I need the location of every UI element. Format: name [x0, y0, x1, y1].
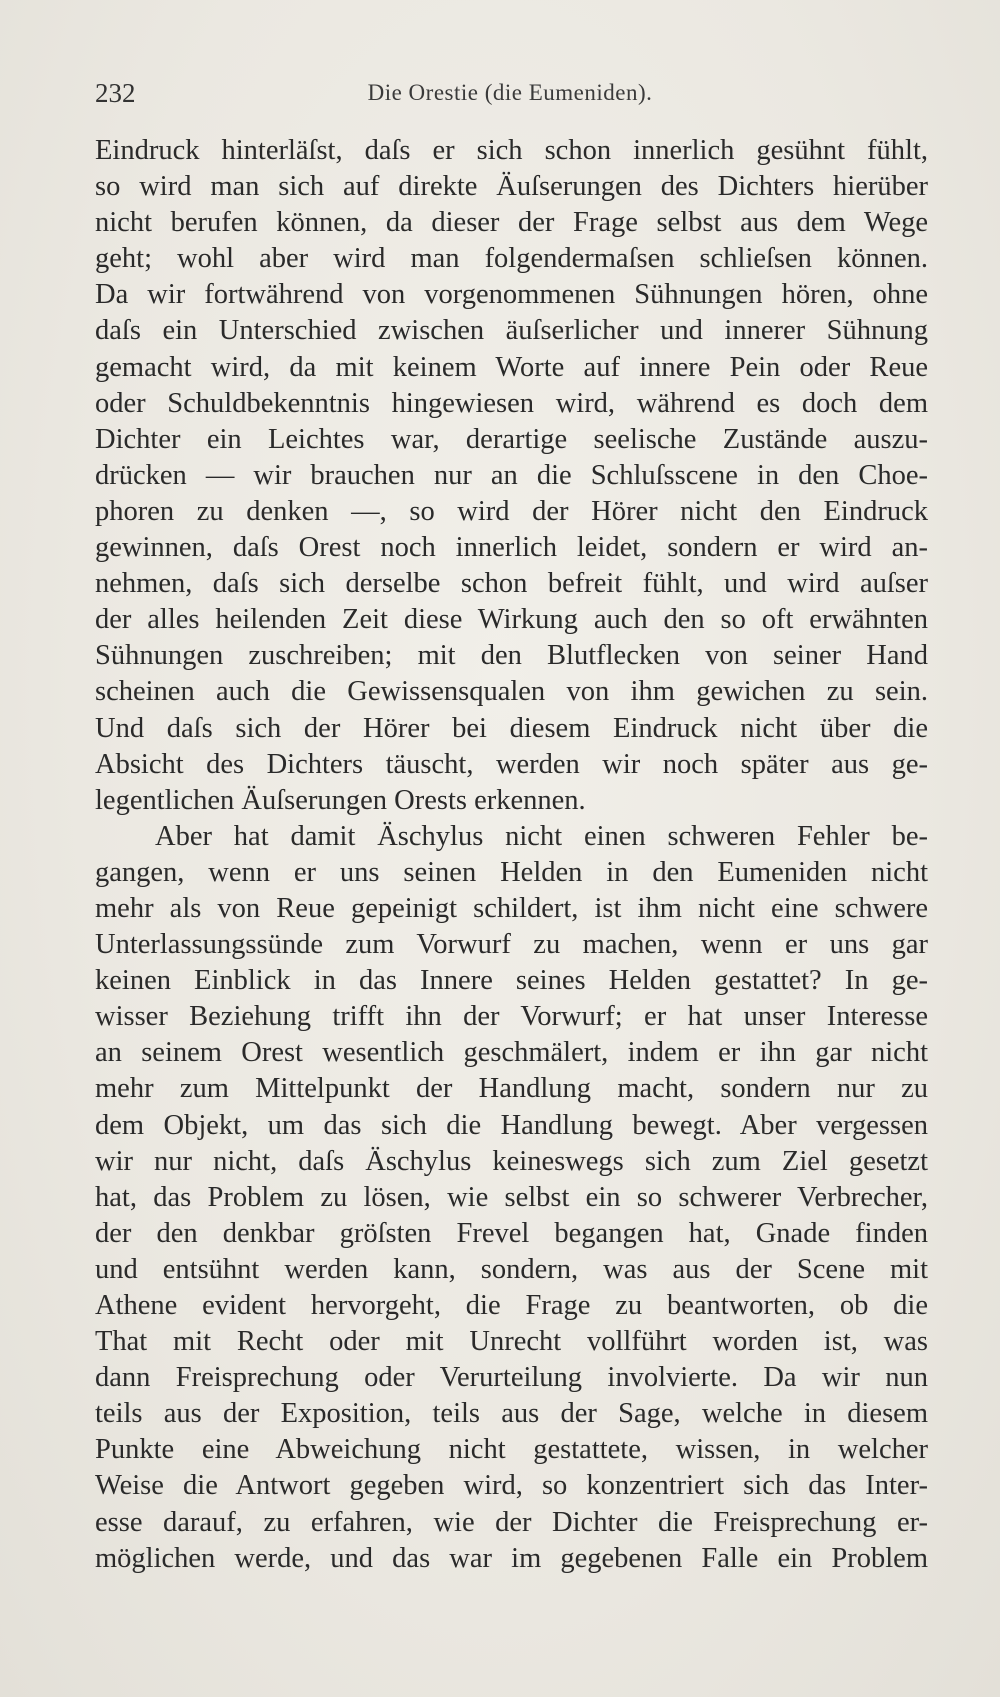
text-line: Sühnungen zuschreiben; mit den Blutflecken von seiner Hand — [95, 640, 928, 672]
text-line: Athene evident hervorgeht, die Frage zu beantworten, ob die — [95, 1290, 928, 1321]
text-line: mehr zum Mittelpunkt der Handlung macht, sondern nur zu — [95, 1073, 928, 1105]
text-line: daſs ein Unterschied zwischen äuſserlicher und innerer Sühnung — [95, 315, 928, 347]
text-line: Eindruck hinterläſst, daſs er sich schon innerlich gesühnt fühlt, — [95, 135, 928, 166]
text-line: esse darauf, zu erfahren, wie der Dichter die Freisprechung er- — [95, 1506, 928, 1538]
text-line: möglichen werde, und das war im gegebenen Falle ein Problem — [95, 1542, 928, 1574]
text-line: gangen, wenn er uns seinen Helden in den Eumeniden nicht — [95, 856, 928, 888]
text-line: hat, das Problem zu lösen, wie selbst ein so schwerer Verbrecher, — [95, 1181, 928, 1213]
body-text — [95, 133, 928, 1577]
text-line: dem Objekt, um das sich die Handlung bewegt. Aber vergessen — [95, 1109, 928, 1141]
text-line: nicht berufen können, da dieser der Frage selbst aus dem Wege — [95, 207, 928, 239]
text-line: geht; wohl aber wird man folgendermaſsen schlieſsen können. — [95, 243, 928, 275]
text-line: nehmen, daſs sich derselbe schon befreit fühlt, und wird auſser — [95, 568, 928, 600]
running-head: Die Orestie (die Eumeniden). — [367, 80, 653, 105]
text-line: dann Freisprechung oder Verurteilung involvierte. Da wir nun — [95, 1362, 928, 1394]
text-line: mehr als von Reue gepeinigt schildert, ist ihm nicht eine schwere — [95, 892, 928, 924]
text-line: That mit Recht oder mit Unrecht vollführt worden ist, was — [95, 1326, 928, 1358]
text-line: Aber hat damit Äschylus nicht einen schweren Fehler be- — [155, 820, 928, 852]
text-line: Dichter ein Leichtes war, derartige seelische Zustände auszu- — [95, 423, 928, 455]
text-line: Da wir fortwährend von vorgenommenen Sühnungen hören, ohne — [95, 279, 928, 311]
text-line: Und daſs sich der Hörer bei diesem Eindruck nicht über die — [95, 712, 928, 744]
text-line: gewinnen, daſs Orest noch innerlich leidet, sondern er wird an- — [95, 532, 928, 564]
text-line: teils aus der Exposition, teils aus der Sage, welche in diesem — [95, 1398, 928, 1430]
text-line: Absicht des Dichters täuscht, werden wir noch später aus ge- — [95, 748, 928, 780]
text-line: wisser Beziehung trifft ihn der Vorwurf; er hat unser Interesse — [95, 1001, 928, 1033]
text-line: der alles heilenden Zeit diese Wirkung auch den so oft erwähnten — [95, 604, 928, 636]
text-line: gemacht wird, da mit keinem Worte auf innere Pein oder Reue — [95, 351, 928, 383]
text-line: und entsühnt werden kann, sondern, was aus der Scene mit — [95, 1253, 928, 1285]
text-line: drücken — wir brauchen nur an die Schluſsscene in den Choe- — [95, 459, 928, 491]
text-line: Weise die Antwort gegeben wird, so konzentriert sich das Inter- — [95, 1470, 928, 1502]
text-line: oder Schuldbekenntnis hingewiesen wird, während es doch dem — [95, 387, 928, 419]
text-line: an seinem Orest wesentlich geschmälert, indem er ihn gar nicht — [95, 1037, 928, 1069]
text-line: so wird man sich auf direkte Äuſserungen des Dichters hierüber — [95, 171, 928, 203]
text-line: keinen Einblick in das Innere seines Helden gestattet? In ge- — [95, 965, 928, 997]
text-line: Punkte eine Abweichung nicht gestattete, wissen, in welcher — [95, 1434, 928, 1466]
text-line: Unterlassungssünde zum Vorwurf zu machen, wenn er uns gar — [95, 929, 928, 961]
text-line: der den denkbar gröſsten Frevel begangen hat, Gnade finden — [95, 1217, 928, 1249]
text-line: scheinen auch die Gewissensqualen von ihm gewichen zu sein. — [95, 676, 928, 708]
page-number: 232 — [95, 78, 136, 108]
text-line: phoren zu denken —, so wird der Hörer nicht den Eindruck — [95, 495, 928, 527]
text-line: legentlichen Äuſserungen Orests erkennen. — [95, 784, 586, 816]
text-line: wir nur nicht, daſs Äschylus keineswegs sich zum Ziel gesetzt — [95, 1145, 928, 1177]
page-header — [95, 78, 925, 114]
